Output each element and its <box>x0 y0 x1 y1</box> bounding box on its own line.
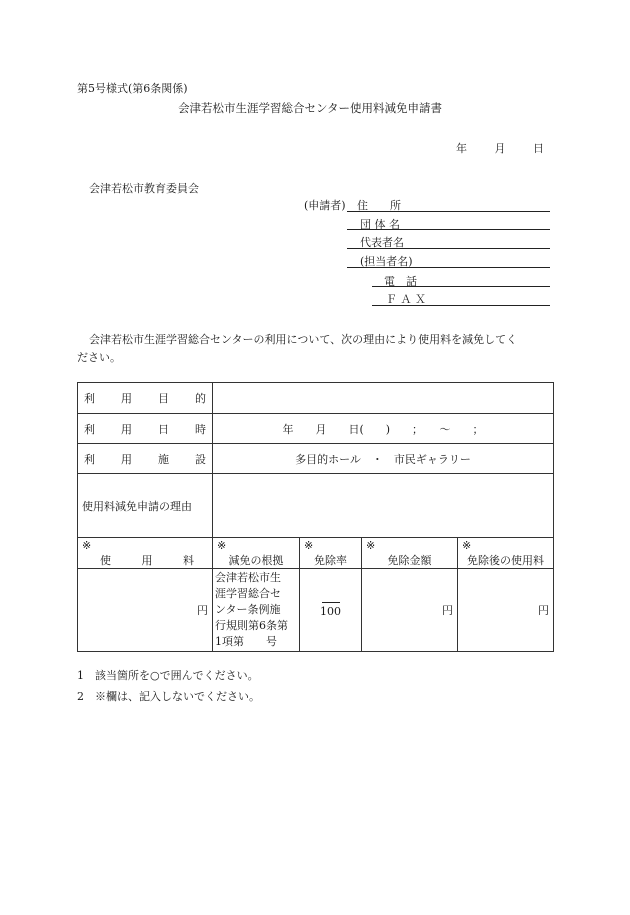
basis-line: 涯学習総合セ <box>215 587 281 600</box>
row-datetime <box>78 414 554 444</box>
applicant-address-label: 住 所 <box>357 199 401 212</box>
purpose-char: 利 <box>84 392 95 405</box>
basis-line: ンター条例施 <box>215 603 281 616</box>
note-1: 1 該当箇所を○で囲んでください。 <box>77 669 259 682</box>
applicant-label: (申請者) <box>304 199 346 212</box>
purpose-char: 的 <box>195 392 206 405</box>
addressee: 会津若松市教育委員会 <box>89 182 199 195</box>
purpose-char: 用 <box>121 392 132 405</box>
rate-header-label: 免除率 <box>314 554 347 567</box>
facility-field[interactable]: 多目的ホール ・ 市民ギャラリー <box>213 444 554 474</box>
body-text-line-1: 会津若松市生涯学習総合センターの利用について、次の理由により使用料を減免してく <box>89 333 518 346</box>
fee-header-mark: ※ <box>82 539 92 552</box>
facility-label <box>78 444 213 474</box>
applicant-representative-label: 代表者名 <box>360 236 404 249</box>
fee-value[interactable]: 円 <box>78 569 213 652</box>
amount-header-mark: ※ <box>366 539 376 552</box>
basis-header-label: 減免の根拠 <box>228 554 284 567</box>
basis-line: 会津若松市生 <box>215 571 281 584</box>
applicant-address-line <box>347 211 550 212</box>
amount-value[interactable]: 円 <box>362 569 458 652</box>
amount-header-label: 免除金額 <box>387 554 432 567</box>
facility-char: 設 <box>195 452 206 466</box>
applicant-group-label: 団 体 名 <box>360 218 400 231</box>
row-purpose <box>78 383 554 414</box>
applicant-person-label: (担当者名) <box>360 255 413 268</box>
row-fee-headers <box>78 538 554 569</box>
datetime-field[interactable]: 年 月 日( ) ； 〜 ； <box>213 414 554 444</box>
purpose-field[interactable] <box>213 383 554 414</box>
fraction-bar <box>322 602 340 603</box>
note-2: 2 ※欄は、記入しないでください。 <box>77 690 260 703</box>
rate-value[interactable] <box>300 569 362 652</box>
facility-char: 施 <box>158 452 169 466</box>
applicant-phone-line <box>372 286 550 287</box>
date-day: 日 <box>533 142 544 155</box>
after-value[interactable]: 円 <box>458 569 554 652</box>
facility-char: 用 <box>121 452 132 466</box>
reason-label: 使用料減免申請の理由 <box>78 474 213 538</box>
fee-header-char: 使 <box>100 554 111 567</box>
after-header <box>458 538 554 569</box>
fee-header-char: 料 <box>183 554 194 567</box>
row-facility <box>78 444 554 474</box>
rate-fraction <box>320 602 341 618</box>
row-reason <box>78 474 554 538</box>
datetime-char: 時 <box>195 422 206 436</box>
basis-header <box>213 538 300 569</box>
form-number: 第5号様式(第6条関係) <box>77 82 188 95</box>
application-table <box>77 382 554 652</box>
purpose-label <box>78 383 213 414</box>
row-fee-values <box>78 569 554 652</box>
date-month: 月 <box>494 142 506 155</box>
applicant-person-line <box>347 267 550 268</box>
rate-denominator: 100 <box>320 605 341 618</box>
basis-line: 行規則第6条第 <box>215 619 288 632</box>
reason-field[interactable] <box>213 474 554 538</box>
fee-header <box>78 538 213 569</box>
purpose-char: 目 <box>158 392 169 405</box>
applicant-group-line <box>347 229 550 230</box>
rate-header <box>300 538 362 569</box>
applicant-phone-label: 電 話 <box>384 275 417 288</box>
amount-header <box>362 538 458 569</box>
datetime-char: 日 <box>158 422 169 436</box>
date-year: 年 <box>456 142 467 155</box>
basis-line: 1項第 号 <box>215 635 277 648</box>
applicant-fax-line <box>372 305 550 306</box>
datetime-char: 利 <box>84 422 95 436</box>
applicant-representative-line <box>347 248 550 249</box>
datetime-char: 用 <box>121 422 132 436</box>
form-title: 会津若松市生涯学習総合センター使用料減免申請書 <box>178 101 443 115</box>
body-text-line-2: ださい。 <box>77 351 121 364</box>
basis-value <box>213 569 300 652</box>
fee-header-char: 用 <box>141 554 153 567</box>
applicant-fax-label: Ｆ Ａ Ｘ <box>386 293 426 306</box>
rate-header-mark: ※ <box>304 539 314 552</box>
after-header-mark: ※ <box>462 539 472 552</box>
datetime-label <box>78 414 213 444</box>
basis-header-mark: ※ <box>217 539 227 552</box>
facility-char: 利 <box>84 452 95 466</box>
after-header-label: 免除後の使用料 <box>467 554 544 567</box>
date-line <box>456 140 544 156</box>
